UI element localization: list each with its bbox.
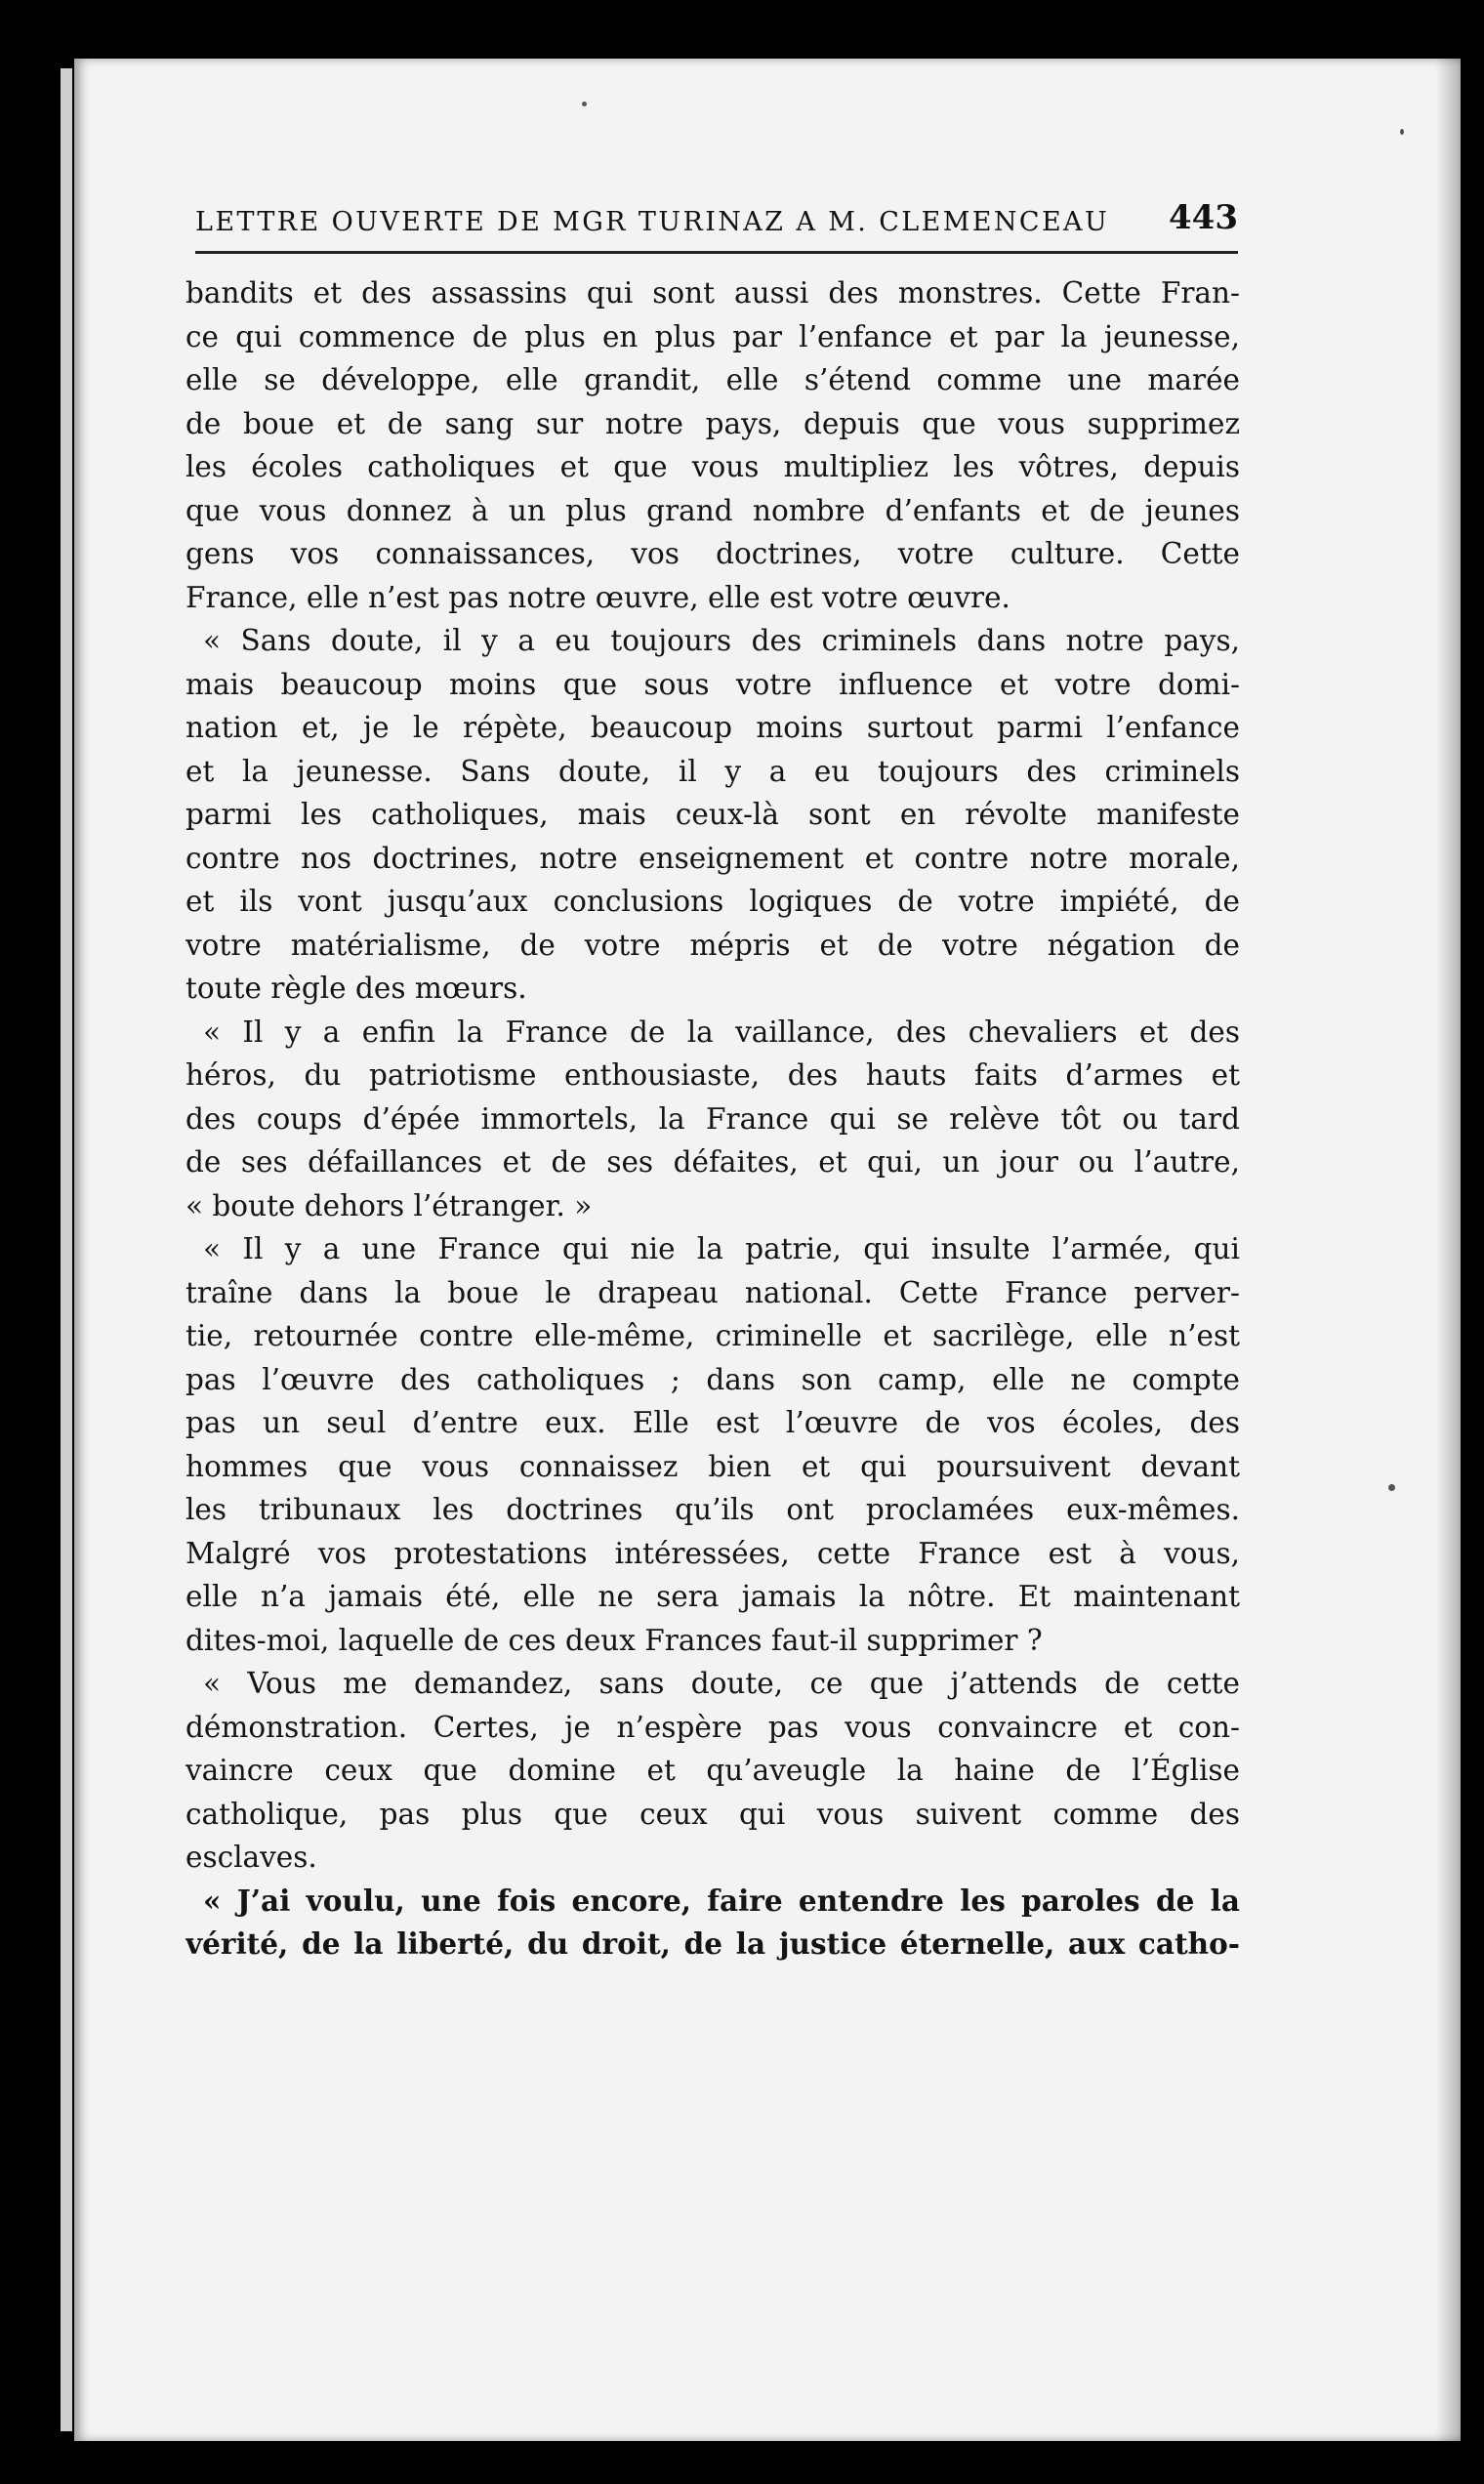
text-line: « Sans doute, il y a eu toujours des criminels dans notre pays,: [203, 624, 1240, 657]
text-line: et ils vont jusqu’aux conclusions logiques de votre impiété, de: [186, 885, 1240, 918]
left-page-edge: [61, 68, 72, 2431]
text-line: des coups d’épée immortels, la France qui se relève tôt ou tard: [186, 1101, 1240, 1136]
text-line: « J’ai voulu, une fois encore, faire entendre les paroles de la: [203, 1883, 1240, 1918]
text-line: elle n’a jamais été, elle ne sera jamais la nôtre. Et maintenant: [186, 1580, 1240, 1613]
text-line: les tribunaux les doctrines qu’ils ont proclamées eux-mêmes.: [186, 1493, 1240, 1526]
text-line: elle se développe, elle grandit, elle s’étend comme une marée: [186, 363, 1240, 396]
paragraph: [186, 1011, 1240, 1228]
text-line: de ses défaillances et de ses défaites, et qui, un jour ou l’autre,: [186, 1145, 1240, 1179]
text-line: votre matérialisme, de votre mépris et de votre négation de: [186, 928, 1240, 962]
scan-speck: [1388, 1484, 1395, 1491]
text-line: « Il y a enfin la France de la vaillance, des chevaliers et des: [203, 1014, 1240, 1049]
scan-speck: [582, 102, 587, 106]
paragraph: [186, 619, 1240, 1011]
page-number: 443: [1169, 198, 1238, 237]
text-line: ce qui commence de plus en plus par l’enfance et par la jeunesse,: [186, 319, 1240, 353]
running-title: LETTRE OUVERTE DE MGR TURINAZ A M. CLEMENCEAU: [195, 207, 1110, 237]
text-line: catholique, pas plus que ceux qui vous suivent comme des: [186, 1797, 1240, 1831]
paragraph: [186, 271, 1240, 619]
text-line: Malgré vos protestations intéressées, cette France est à vous,: [186, 1536, 1240, 1570]
text-line: dites-moi, laquelle de ces deux Frances faut-il supprimer ?: [186, 1623, 1043, 1657]
text-line: « Vous me demandez, sans doute, ce que j’attends de cette: [203, 1667, 1240, 1700]
text-line: traîne dans la boue le drapeau national. Cette France perver-: [186, 1275, 1240, 1309]
paragraph: [186, 1227, 1240, 1662]
text-line: contre nos doctrines, notre enseignement et contre notre morale,: [186, 841, 1240, 875]
text-line: toute règle des mœurs.: [186, 972, 527, 1005]
text-line: France, elle n’est pas notre œuvre, elle est votre œuvre.: [186, 580, 1010, 614]
paragraph: [186, 1880, 1240, 1966]
body-text: [186, 271, 1240, 1966]
text-line: les écoles catholiques et que vous multipliez les vôtres, depuis: [186, 450, 1240, 483]
text-line: vérité, de la liberté, du droit, de la justice éternelle, aux catho-: [186, 1926, 1240, 1961]
text-line: de boue et de sang sur notre pays, depuis que vous supprimez: [186, 406, 1240, 440]
text-line: et la jeunesse. Sans doute, il y a eu toujours des criminels: [186, 754, 1240, 788]
text-line: bandits et des assassins qui sont aussi des monstres. Cette Fran-: [186, 276, 1240, 310]
text-line: pas un seul d’entre eux. Elle est l’œuvre de vos écoles, des: [186, 1406, 1240, 1439]
text-line: esclaves.: [186, 1841, 317, 1874]
text-line: héros, du patriotisme enthousiaste, des hauts faits d’armes et: [186, 1058, 1240, 1092]
text-line: vaincre ceux que domine et qu’aveugle la haine de l’Église: [186, 1754, 1240, 1787]
text-line: parmi les catholiques, mais ceux-là sont en révolte manifeste: [186, 798, 1240, 831]
text-line: pas l’œuvre des catholiques ; dans son camp, elle ne compte: [186, 1362, 1240, 1396]
text-line: tie, retournée contre elle-même, criminelle et sacrilège, elle n’est: [186, 1319, 1240, 1352]
paragraph: [186, 1662, 1240, 1880]
text-line: gens vos connaissances, vos doctrines, votre culture. Cette: [186, 537, 1240, 570]
text-line: « boute dehors l’étranger. »: [186, 1188, 593, 1222]
text-line: nation et, je le répète, beaucoup moins surtout parmi l’enfance: [186, 711, 1240, 744]
text-line: démonstration. Certes, je n’espère pas vous convaincre et con-: [186, 1710, 1240, 1744]
text-line: mais beaucoup moins que sous votre influence et votre domi-: [186, 667, 1240, 701]
running-header: [195, 191, 1238, 254]
page-edge-shadow: [1435, 59, 1461, 2441]
text-line: « Il y a une France qui nie la patrie, qui insulte l’armée, qui: [203, 1232, 1240, 1265]
text-line: hommes que vous connaissez bien et qui poursuivent devant: [186, 1449, 1240, 1483]
scan-speck: [1400, 129, 1404, 135]
text-line: que vous donnez à un plus grand nombre d’enfants et de jeunes: [186, 493, 1240, 527]
